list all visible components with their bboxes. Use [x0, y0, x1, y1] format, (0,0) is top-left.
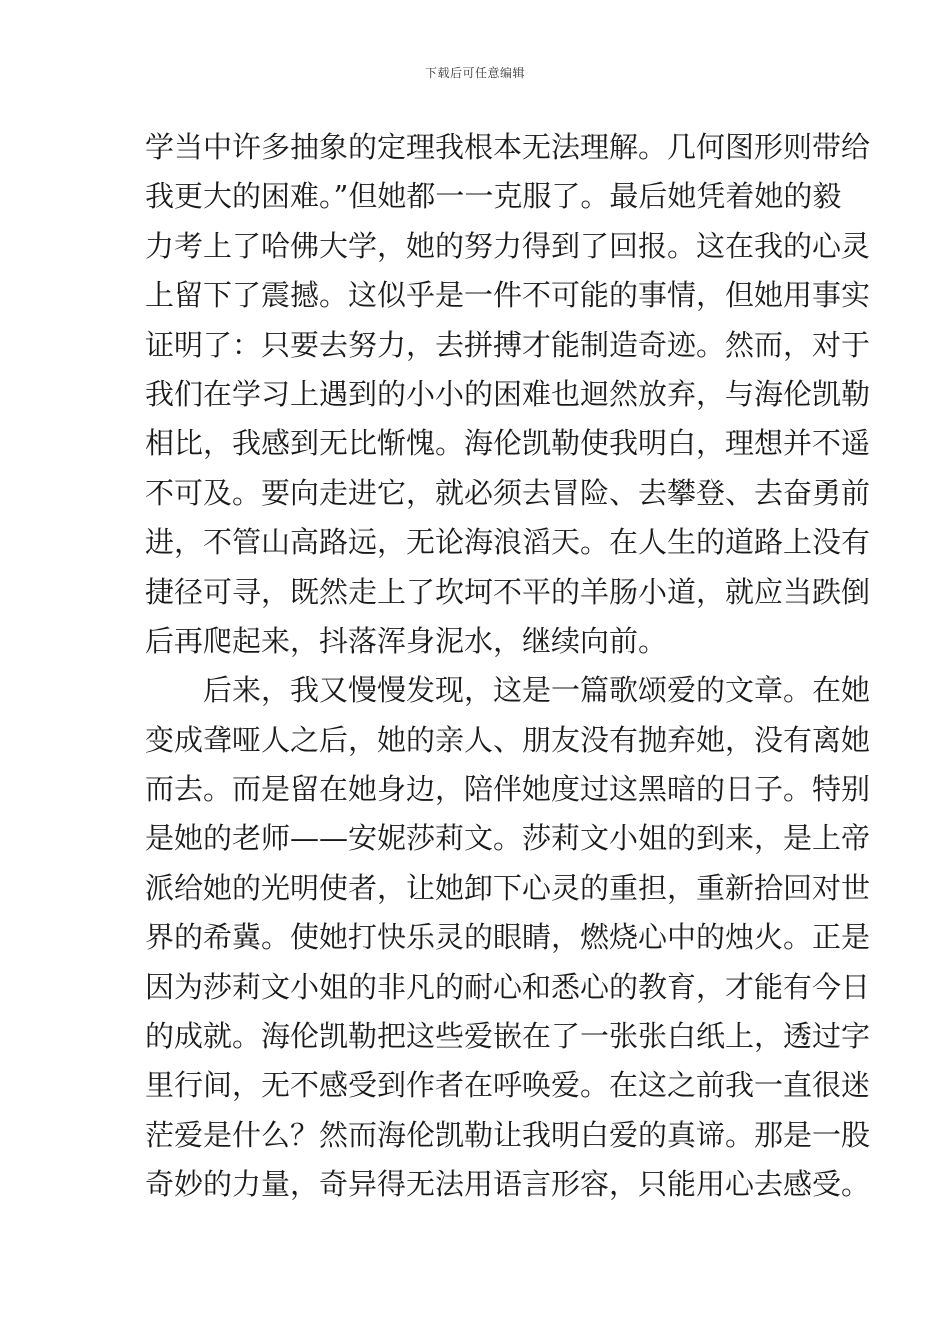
- text-line: 界的希冀。使她打快乐灵的眼睛，燃烧心中的烛火。正是: [145, 920, 871, 955]
- text-line: 而去。而是留在她身边，陪伴她度过这黑暗的日子。特别: [145, 772, 871, 807]
- text-line: 里行间，无不感受到作者在呼唤爱。在这之前我一直很迷: [145, 1068, 871, 1103]
- paragraph-1: [145, 123, 871, 666]
- text-line: 力考上了哈佛大学，她的努力得到了回报。这在我的心灵: [145, 228, 871, 263]
- text-line: 因为莎莉文小姐的非凡的耐心和悉心的教育，才能有今日: [145, 969, 871, 1004]
- text-line: 证明了：只要去努力，去拼搏才能制造奇迹。然而，对于: [145, 327, 871, 362]
- text-line: 后再爬起来，抖落浑身泥水，继续向前。: [145, 623, 668, 658]
- paragraph-2: [145, 666, 871, 1209]
- text-line: 上留下了震撼。这似乎是一件不可能的事情，但她用事实: [145, 278, 871, 313]
- page-header: 下载后可任意编辑: [424, 66, 525, 80]
- text-line: 我更大的困难。”但她都一一克服了。最后她凭着她的毅: [145, 179, 842, 214]
- text-line: 变成聋哑人之后，她的亲人、朋友没有抛弃她，没有离她: [145, 722, 871, 757]
- text-line: 学当中许多抽象的定理我根本无法理解。几何图形则带给: [145, 130, 871, 164]
- text-line: 进，不管山高路远，无论海浪滔天。在人生的道路上没有: [145, 525, 871, 560]
- text-line: 奇妙的力量，奇异得无法用语言形容，只能用心去感受。: [145, 1167, 871, 1202]
- text-line: 不可及。要向走进它，就必须去冒险、去攀登、去奋勇前: [145, 475, 871, 510]
- text-line: 捷径可寻，既然走上了坎坷不平的羊肠小道，就应当跌倒: [145, 574, 871, 609]
- text-line: 派给她的光明使者，让她卸下心灵的重担，重新拾回对世: [145, 870, 871, 905]
- text-line: 我们在学习上遇到的小小的困难也迴然放弃，与海伦凯勒: [145, 376, 871, 411]
- text-line: 相比，我感到无比惭愧。海伦凯勒使我明白，理想并不遥: [145, 426, 871, 461]
- text-line: 后来，我又慢慢发现，这是一篇歌颂爱的文章。在她: [203, 673, 871, 708]
- text-line: 茫爱是什么？然而海伦凯勒让我明白爱的真谛。那是一股: [145, 1117, 871, 1152]
- body-text: [145, 123, 871, 1210]
- text-line: 的成就。海伦凯勒把这些爱嵌在了一张张白纸上，透过字: [145, 1019, 871, 1054]
- text-line: 是她的老师——安妮莎莉文。莎莉文小姐的到来，是上帝: [145, 821, 871, 856]
